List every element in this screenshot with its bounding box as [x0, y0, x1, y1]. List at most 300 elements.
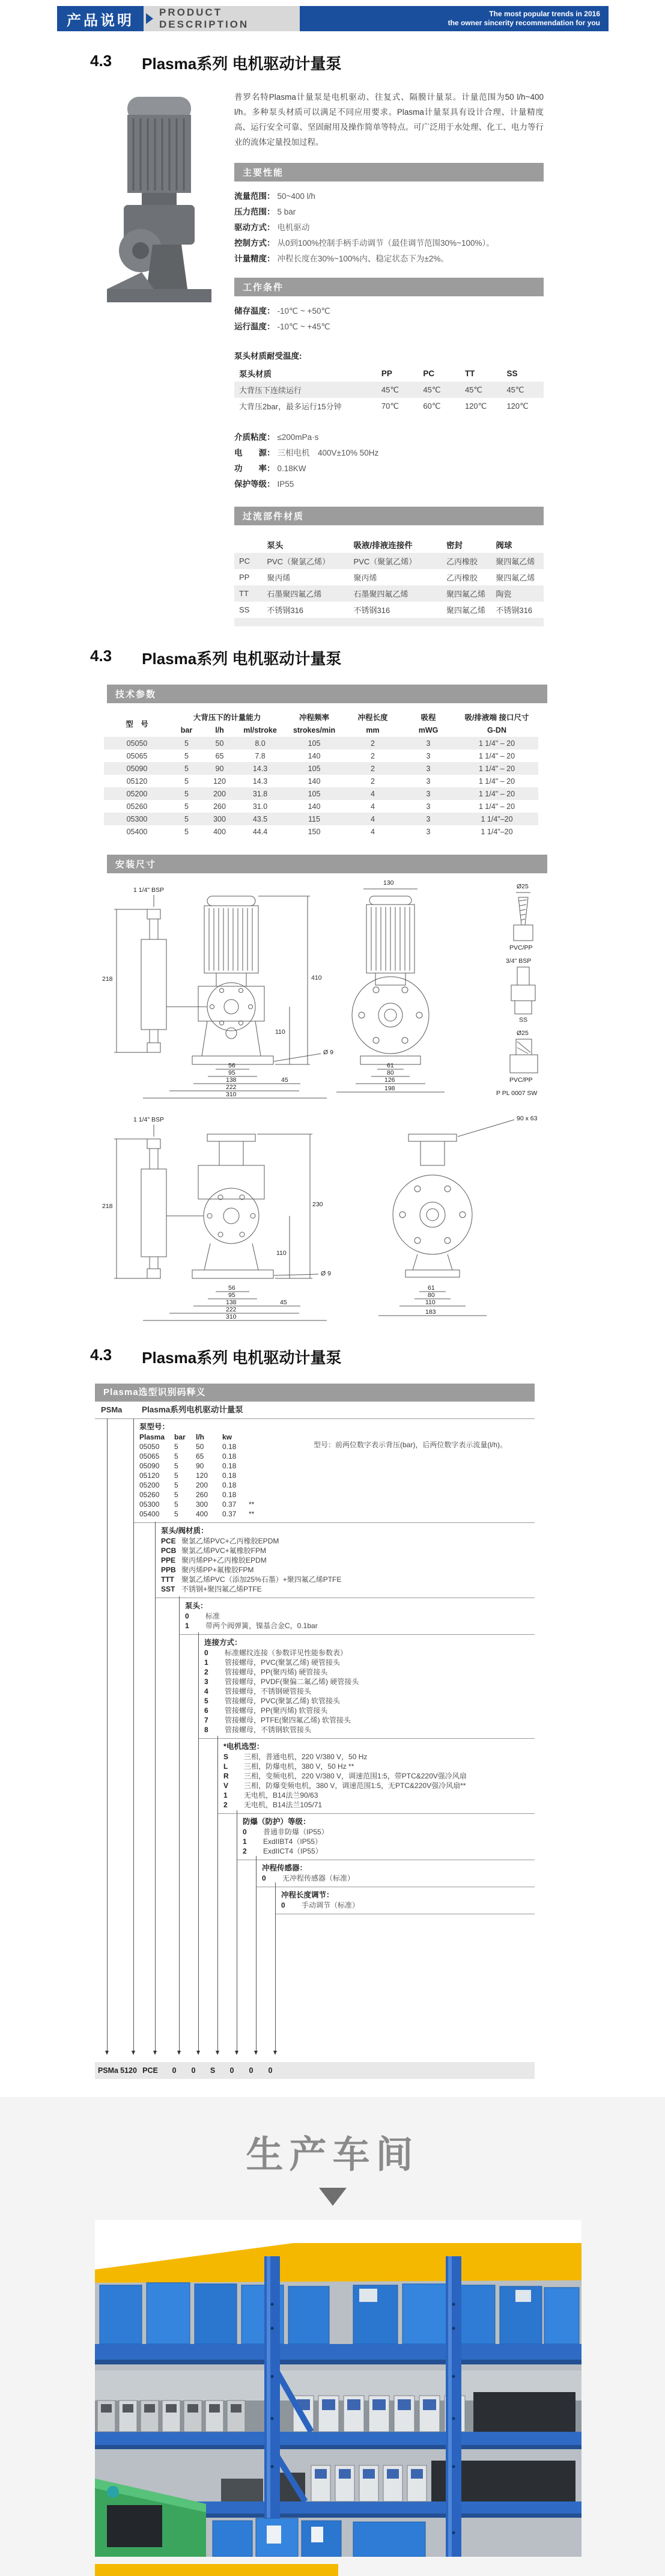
option-desc: 聚氯乙烯PVC+乙丙橡胶EPDM [181, 1537, 279, 1545]
unit-header: mm [366, 726, 380, 734]
option-code: L [223, 1762, 228, 1771]
cell: 90 [203, 762, 236, 775]
spec-row [234, 304, 544, 319]
option-desc: 管接螺母，PVDF(聚偏二氟乙烯) 硬管接头 [225, 1677, 359, 1686]
col-header-suction: 吸程 [421, 713, 436, 722]
option-row [204, 1658, 535, 1667]
dimension-label: 138 [226, 1299, 237, 1306]
option-code: 0 [243, 1828, 247, 1836]
selection-code-diagram [95, 1384, 535, 2079]
wetted-parts-bar: 过流部件材质 [234, 507, 544, 525]
option-code: SST [161, 1585, 175, 1593]
cell: 1 1/4" – 20 [455, 737, 538, 749]
cell: 5 [174, 1500, 178, 1509]
cell: 5 [174, 1442, 178, 1451]
cell: 5 [184, 751, 189, 760]
option-code: 1 [185, 1622, 189, 1630]
option-code: 2 [223, 1801, 228, 1809]
cell: 0.18 [222, 1462, 237, 1470]
table-header-row [104, 712, 538, 724]
dimension-label: 3/4" BSP [506, 957, 532, 965]
dimension-label: 218 [102, 975, 113, 983]
option-code: R [223, 1772, 229, 1780]
warehouse-shelves-image [95, 2220, 581, 2557]
example-code-cell: 0 [191, 2066, 196, 2075]
working-conditions-bar: 工作条件 [234, 278, 544, 296]
dimension-label: Ø 9 [321, 1270, 331, 1277]
selection-block-stroke-adjust [275, 1887, 535, 1914]
option-desc: ExdIICT4（IP55） [263, 1847, 323, 1855]
cell: PVC（聚氯乙烯） [349, 553, 442, 569]
spec-row [234, 445, 544, 461]
cell: 05300 [139, 1500, 160, 1509]
dimension-drawing-threaded [96, 878, 625, 1102]
col-header-port-size: 吸/排液端 接口尺寸 [464, 713, 529, 722]
col-header: 吸液/排液连接件 [353, 541, 413, 550]
banner-title-en-text: PRODUCT DESCRIPTION [159, 7, 249, 30]
cell: 05065 [139, 1452, 160, 1460]
dimension-label: 222 [226, 1306, 237, 1313]
wetted-parts-table [234, 536, 544, 618]
cell [249, 1451, 263, 1461]
example-code-cell: 0 [268, 2066, 273, 2075]
table-tail-strip [234, 618, 544, 626]
cell [249, 1442, 263, 1451]
dimension-label: 110 [425, 1299, 436, 1306]
cell: 43.5 [236, 813, 284, 825]
spec-key: 运行温度： [234, 322, 275, 331]
table-row [104, 825, 538, 838]
cell: ** [249, 1510, 255, 1518]
option-desc: 无电机，B14法兰105/71 [244, 1801, 323, 1809]
option-desc: ExdIIBT4（IP55） [263, 1837, 323, 1846]
dimension-label: 410 [311, 974, 322, 981]
arrows-region [95, 1914, 535, 2059]
option-row [204, 1686, 535, 1696]
pump-illustration [90, 90, 228, 312]
cell-model: 05400 [126, 827, 148, 836]
cell: 4 [371, 802, 375, 811]
stroke-rows [281, 1900, 535, 1910]
option-code: 0 [185, 1612, 189, 1620]
cell [249, 1490, 263, 1500]
tree-line [217, 1736, 218, 2053]
cell: 14.3 [252, 777, 268, 786]
cell: 2 [371, 777, 375, 786]
workshop-photo [95, 2220, 581, 2557]
option-desc: 标准螺纹连接（参数详见性能参数表） [225, 1649, 348, 1657]
option-row [223, 1790, 535, 1800]
cell: 65 [196, 1452, 204, 1460]
table-row [104, 787, 538, 800]
col-header-stroke-rate: 冲程频率 [299, 713, 330, 722]
cell: 31.0 [252, 802, 268, 811]
table-row [104, 800, 538, 813]
explosion-rows [243, 1827, 535, 1856]
table-row [104, 737, 538, 749]
col-header: 密封 [446, 541, 463, 550]
option-row [243, 1827, 535, 1837]
col-header: Plasma [139, 1433, 165, 1441]
cell: 300 [196, 1500, 208, 1509]
cell: 31.8 [236, 787, 284, 800]
col-header: SS [506, 368, 518, 378]
cell: 5 [184, 827, 189, 836]
col-header: l/h [196, 1433, 204, 1441]
cell: 不锈钢316 [353, 606, 390, 615]
dimension-label: 110 [275, 1028, 285, 1036]
spec-row [234, 251, 544, 267]
option-desc: 聚丙烯PP+氟橡胶FPM [181, 1566, 254, 1574]
option-code: 1 [223, 1791, 228, 1799]
cell: 1 1/4" – 20 [479, 751, 515, 760]
option-code: PCE [161, 1537, 176, 1545]
cell: SS [239, 605, 250, 614]
cell: 05090 [139, 1462, 160, 1470]
cell: 2 [371, 751, 375, 760]
option-row [243, 1846, 535, 1856]
cell: ** [249, 1500, 255, 1509]
table-row [234, 398, 544, 414]
cell [249, 1461, 263, 1471]
cell: 1 1/4"–20 [455, 813, 538, 825]
cell: 1 1/4"–20 [481, 827, 513, 836]
option-code: 8 [204, 1726, 208, 1734]
option-row [204, 1696, 535, 1706]
model-row [139, 1500, 535, 1509]
spec-value: -10℃ ~ +50℃ [277, 307, 330, 316]
workshop-title: 生产车间 [246, 2134, 419, 2176]
option-code: PCB [161, 1546, 177, 1555]
dimension-label: 222 [226, 1084, 237, 1091]
option-code: 3 [204, 1677, 208, 1686]
cell: 3 [426, 827, 431, 836]
section3-heading [90, 1346, 665, 1368]
option-desc: 管接螺母，PP(聚丙烯) 硬管接头 [225, 1668, 328, 1676]
dimension-label: 61 [387, 1062, 394, 1069]
block-title: 防爆（防护）等级： [243, 1818, 311, 1826]
dimension-label: 80 [387, 1069, 394, 1076]
cell: 400 [213, 827, 226, 836]
block-title: *电机选型： [223, 1742, 264, 1751]
option-row [161, 1555, 535, 1565]
model-note: 型号：前两位数字表示背压(bar)，后两位数字表示流量(l/h)。 [314, 1441, 508, 1449]
option-row [223, 1752, 535, 1762]
cell: 5 [184, 802, 189, 811]
option-row [204, 1715, 535, 1725]
spec-value: 从0到100%控制手柄手动调节（最佳调节范围30%~100%）。 [277, 239, 494, 248]
cell: 05120 [139, 1471, 160, 1480]
motor-rows [223, 1752, 535, 1810]
option-row [161, 1575, 535, 1584]
head-rows [185, 1611, 535, 1631]
spec-value: 冲程长度在30%~100%内、稳定状态下为±2%。 [277, 254, 449, 263]
cell: 5 [174, 1462, 178, 1470]
spec-value: IP55 [277, 480, 294, 489]
section-number: 4.3 [90, 52, 112, 70]
option-desc: 管接螺母，不锈钢软管接头 [225, 1726, 312, 1734]
model-row [139, 1480, 535, 1490]
table-header-row [234, 536, 544, 553]
col-header-model: 型 号 [126, 719, 148, 728]
main-performance-bar: 主要性能 [234, 163, 544, 182]
cell: 0.18 [222, 1471, 237, 1480]
banner-slogan [300, 6, 609, 31]
spec-row [234, 236, 544, 251]
banner-slogan-line1: The most popular trends in 2016 [489, 10, 600, 18]
option-row [161, 1565, 535, 1575]
option-code: V [223, 1781, 229, 1790]
option-code: 0 [281, 1901, 285, 1909]
spec-value: 5 bar [277, 207, 296, 216]
option-code: 0 [262, 1874, 266, 1882]
selection-block-head [179, 1598, 535, 1635]
unit-header: ml/stroke [243, 726, 277, 734]
unit-header: G-DN [487, 726, 506, 734]
selection-block-material [155, 1523, 535, 1598]
cell: 120 [196, 1471, 208, 1480]
tree-line [198, 1632, 199, 2053]
cell: 聚四氟乙烯 [442, 585, 491, 602]
dimension-label: 80 [428, 1292, 435, 1299]
dimension-label: 1 1/4" BSP [133, 887, 165, 894]
cell-model: 05065 [126, 751, 148, 760]
cell: 140 [308, 802, 321, 811]
col-header: 泵头 [267, 541, 284, 550]
cell: 05050 [139, 1442, 160, 1451]
option-desc: 管接螺母，PP(聚丙烯) 软管接头 [225, 1706, 328, 1715]
cell: 4 [344, 787, 401, 800]
cell: 105 [284, 762, 344, 775]
example-code-cell: 5120 [120, 2066, 137, 2075]
dimension-label: 45 [280, 1299, 287, 1306]
option-row [161, 1536, 535, 1546]
cell: 不锈钢316 [267, 606, 304, 615]
cell: 5 [184, 777, 189, 786]
cell: 5 [174, 1510, 178, 1518]
model-row [139, 1471, 535, 1480]
col-header: 阀球 [496, 541, 512, 550]
option-row [185, 1611, 535, 1621]
down-triangle-icon [319, 2188, 347, 2206]
col-header-stroke-length: 冲程长度 [357, 713, 388, 722]
cell: 3 [426, 751, 431, 760]
banner-arrow-icon [146, 13, 153, 24]
cell: 聚丙烯 [353, 573, 377, 582]
spec-value: 三相电机 400V±10% 50Hz [277, 448, 379, 457]
cell [249, 1471, 263, 1480]
cell: 3 [401, 813, 455, 825]
dimension-label: 126 [384, 1076, 395, 1084]
dimension-label: 61 [428, 1284, 435, 1292]
model-row [139, 1461, 535, 1471]
cell-model: 05300 [104, 813, 170, 825]
table-row [234, 569, 544, 585]
example-code-cell: 0 [249, 2066, 254, 2075]
cell: 5 [174, 1471, 178, 1480]
pump-photo [90, 90, 234, 626]
cell: 0.37 [222, 1500, 237, 1509]
cell: 400 [196, 1510, 208, 1518]
spec-key: 驱动方式： [234, 223, 275, 232]
cell: 石墨聚四氟乙烯 [349, 585, 442, 602]
table-row [234, 585, 544, 602]
table-header-row [234, 365, 544, 382]
cell: 90 [196, 1462, 204, 1470]
cell: 70℃ [381, 401, 399, 411]
banner-slogan-line2: the owner sincerity recommendation for you [448, 19, 600, 27]
tree-line [133, 1418, 134, 2053]
dimension-label: 310 [226, 1313, 237, 1320]
section-title: Plasma系列 电机驱动计量泵 [142, 1349, 342, 1367]
cell: 05400 [139, 1510, 160, 1518]
spec-key: 流量范围： [234, 192, 275, 201]
col-header-capacity-group: 大背压下的计量能力 [193, 713, 261, 722]
table-row [104, 813, 538, 825]
block-title: 泵头/阀材质： [161, 1527, 208, 1535]
temp-table-title: 泵头材质耐受温度: [234, 352, 302, 361]
model-table-rows [139, 1442, 535, 1519]
option-row [262, 1873, 535, 1883]
example-code-band [95, 2062, 535, 2079]
cell: 120℃ [506, 401, 529, 411]
dimension-label: 1 1/4" BSP [133, 1116, 165, 1123]
option-row [204, 1677, 535, 1686]
spec-row [234, 189, 544, 204]
cell: 0.18 [222, 1491, 237, 1499]
option-code: PPE [161, 1556, 176, 1564]
option-desc: 管接螺母，PVC(聚氯乙烯) 软管接头 [225, 1697, 341, 1705]
spec-key: 储存温度： [234, 307, 275, 316]
block-title: 连接方式： [204, 1638, 242, 1647]
option-desc: 手动调节（标准） [302, 1901, 360, 1909]
cell: 3 [401, 787, 455, 800]
cell: 2 [344, 762, 401, 775]
cell: 7.8 [255, 751, 266, 760]
next-photo-strip [95, 2564, 338, 2576]
cell: 0.37 [222, 1510, 237, 1518]
working-conditions-list [234, 304, 544, 335]
option-code: 6 [204, 1706, 208, 1715]
cell: 60℃ [423, 401, 441, 411]
cell: PP [239, 573, 250, 582]
option-row [204, 1667, 535, 1677]
tech-params-table [104, 712, 538, 838]
cell: 140 [308, 777, 321, 786]
dimension-label: Ø25 [517, 1030, 529, 1037]
cell: 4 [344, 813, 401, 825]
cell: 聚四氟乙烯 [446, 606, 486, 615]
connection-rows [204, 1648, 535, 1735]
table-row [104, 762, 538, 775]
cell: 1 1/4" – 20 [455, 762, 538, 775]
option-desc: 不锈钢+聚四氟乙烯PTFE [181, 1585, 262, 1593]
selection-block-connection [198, 1635, 535, 1739]
cell: 50 [203, 737, 236, 749]
table-row [104, 749, 538, 762]
option-code: 5 [204, 1697, 208, 1705]
selection-root-row [95, 1402, 535, 1419]
spec-value: 50~400 l/h [277, 192, 315, 201]
cell: 150 [308, 827, 321, 836]
cell: 1 1/4" – 20 [479, 802, 515, 811]
cell: 200 [196, 1481, 208, 1489]
dimension-label: 110 [276, 1250, 287, 1257]
col-header: PP [381, 368, 392, 378]
cell: 聚四氟乙烯 [496, 573, 535, 582]
cell: 200 [203, 787, 236, 800]
option-code: 0 [204, 1649, 208, 1657]
option-row [204, 1725, 535, 1735]
col-header [234, 536, 262, 553]
option-desc: 管接螺母，不锈钢硬管接头 [225, 1687, 312, 1695]
option-code: 4 [204, 1687, 208, 1695]
example-code-cell: S [210, 2066, 216, 2075]
block-title: 冲程传感器： [262, 1864, 308, 1872]
spec-row [234, 319, 544, 335]
material-rows [161, 1536, 535, 1594]
cell: 120 [213, 777, 226, 786]
selection-bar: Plasma选型识别码释义 [95, 1384, 535, 1402]
cell: 8.0 [236, 737, 284, 749]
cell: 石墨聚四氟乙烯 [262, 585, 348, 602]
dimension-label: Ø 9 [323, 1049, 333, 1056]
cell-model: 05260 [126, 802, 148, 811]
dimension-label: 198 [384, 1085, 395, 1092]
cell: 5 [174, 1481, 178, 1489]
cell: 5 [170, 737, 203, 749]
col-header: PC [423, 368, 435, 378]
cell: 0.18 [222, 1452, 237, 1460]
spec-row [234, 477, 544, 492]
dimension-label: 90 x 63 [517, 1115, 538, 1122]
option-desc: 管接螺母，PVC(聚氯乙烯) 硬管接头 [225, 1658, 341, 1667]
cell: 44.4 [252, 827, 268, 836]
option-desc: 普通非防爆（IP55） [263, 1828, 329, 1836]
dimension-label: P PL 0007 SW [496, 1090, 538, 1097]
dimension-label: 45 [281, 1076, 288, 1084]
option-row [243, 1837, 535, 1846]
workshop-section [0, 2097, 665, 2576]
model-row [139, 1490, 535, 1500]
option-desc: 三相，普通电机，220 V/380 V，50 Hz [244, 1753, 368, 1761]
dimension-label: Ø25 [517, 883, 529, 890]
spec-key: 保护等级： [234, 480, 275, 489]
cell: 105 [284, 787, 344, 800]
option-code: PPB [161, 1566, 176, 1574]
dimension-label: 310 [226, 1091, 237, 1098]
spec-value: ≤200mPa·s [277, 433, 319, 442]
tree-line [256, 1856, 257, 2053]
cell: 5 [170, 813, 203, 825]
install-dims-bar: 安装尺寸 [107, 855, 547, 873]
model-row [139, 1451, 535, 1461]
option-desc: 聚氯乙烯PVC+氟橡胶FPM [181, 1546, 267, 1555]
cell: 45℃ [502, 382, 544, 398]
example-code-cell: 0 [172, 2066, 177, 2075]
unit-header: l/h [215, 726, 224, 734]
product-description-page [0, 6, 665, 2576]
cell: 不锈钢316 [496, 606, 533, 615]
install-drawing-1 [96, 878, 625, 1102]
cell: 5 [174, 1452, 178, 1460]
head-material-temp-table [234, 365, 544, 414]
root-label: Plasma系列电机驱动计量泵 [142, 1405, 243, 1414]
spec-value: 电机驱动 [277, 223, 310, 232]
tree-line [275, 1882, 276, 2053]
spec-key: 功 率： [234, 464, 275, 473]
cell: 3 [426, 802, 431, 811]
